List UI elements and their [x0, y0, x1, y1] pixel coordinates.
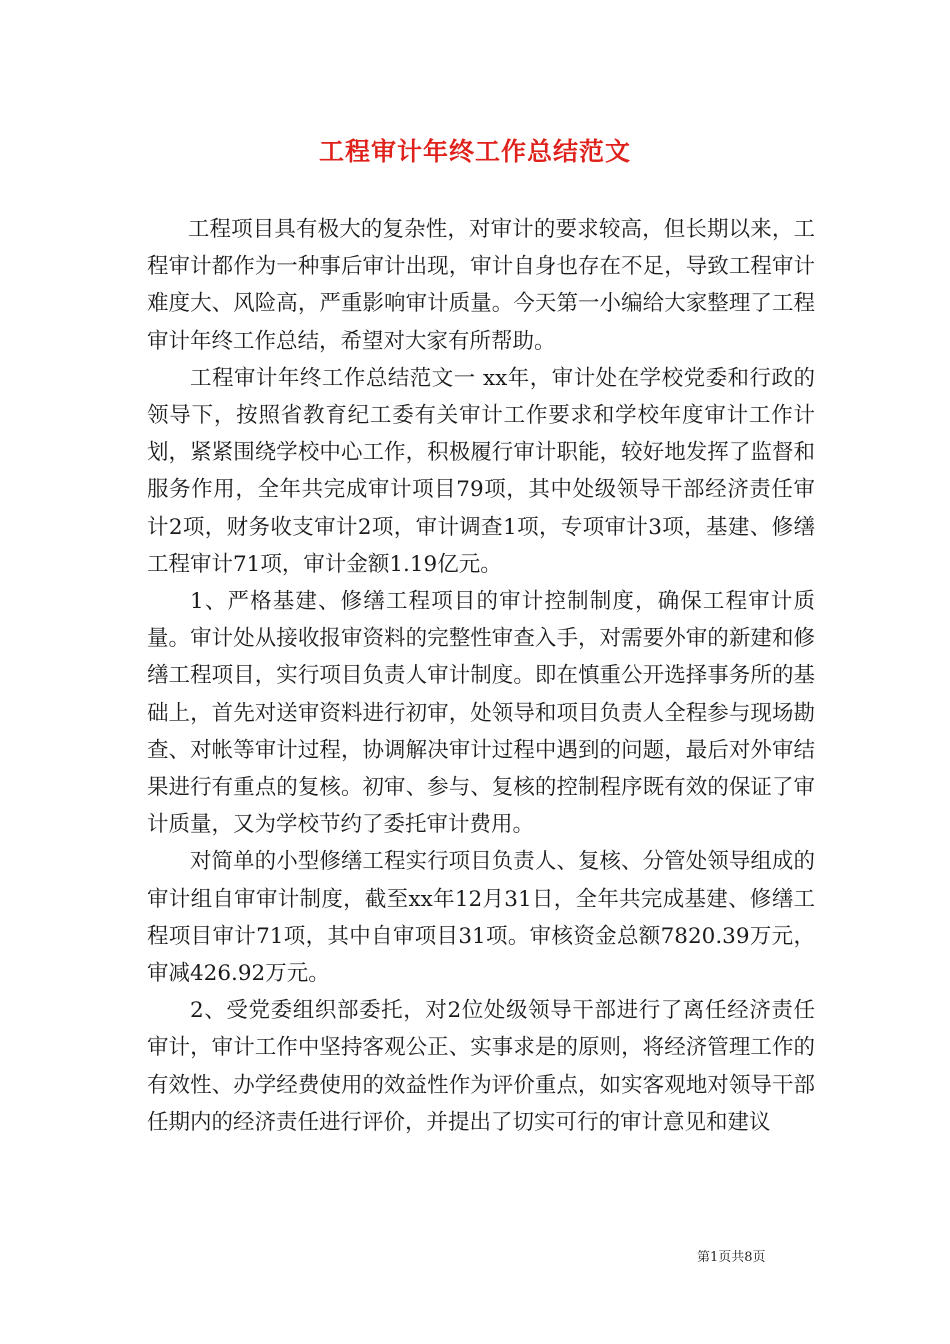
paragraph-intro: 工程项目具有极大的复杂性，对审计的要求较高，但长期以来，工程审计都作为一种事后审计出现，审计自身也存在不足，导致工程审计难度大、风险高，严重影响审计质量。今天第一小编给大家整理了工程审计年终工作总结，希望对大家有所帮助。 — [147, 217, 815, 354]
document-body — [147, 211, 815, 1141]
paragraph-item-2: 2、受党委组织部委托，对2位处级领导干部进行了离任经济责任审计，审计工作中坚持客观公正、实事求是的原则，将经济管理工作的有效性、办学经费使用的效益性作为评价重点，如实客观地对领导干部任期内的经济责任进行评价，并提出了切实可行的审计意见和建议 — [147, 998, 815, 1135]
page-number: 第1页共8页 — [697, 1250, 766, 1265]
paragraph-summary: 工程审计年终工作总结范文一 xx年，审计处在学校党委和行政的领导下，按照省教育纪工委有关审计工作要求和学校年度审计工作计划，紧紧围绕学校中心工作，积极履行审计职能，较好地发挥了监督和服务作用，全年共完成审计项目79项，其中处级领导干部经济责任审计2项，财务收支审计2项，审计调查1项，专项审计3项，基建、修缮工程审计71项，审计金额1.19亿元。 — [147, 365, 815, 577]
paragraph-item-1: 1、严格基建、修缮工程项目的审计控制制度，确保工程审计质量。审计处从接收报审资料的完整性审查入手，对需要外审的新建和修缮工程项目，实行项目负责人审计制度。即在慎重公开选择事务所的基础上，首先对送审资料进行初审，处领导和项目负责人全程参与现场勘查、对帐等审计过程，协调解决审计过程中遇到的问题，最后对外审结果进行有重点的复核。初审、参与、复核的控制程序既有效的保证了审计质量，又为学校节约了委托审计费用。 — [147, 589, 815, 838]
document-title: 工程审计年终工作总结范文 — [318, 137, 631, 166]
paragraph-item-1-cont: 对简单的小型修缮工程实行项目负责人、复核、分管处领导组成的审计组自审审计制度，截至xx年12月31日，全年共完成基建、修缮工程项目审计71项，其中自审项目31项。审核资金总额7820.39万元，审减426.92万元。 — [147, 849, 815, 987]
